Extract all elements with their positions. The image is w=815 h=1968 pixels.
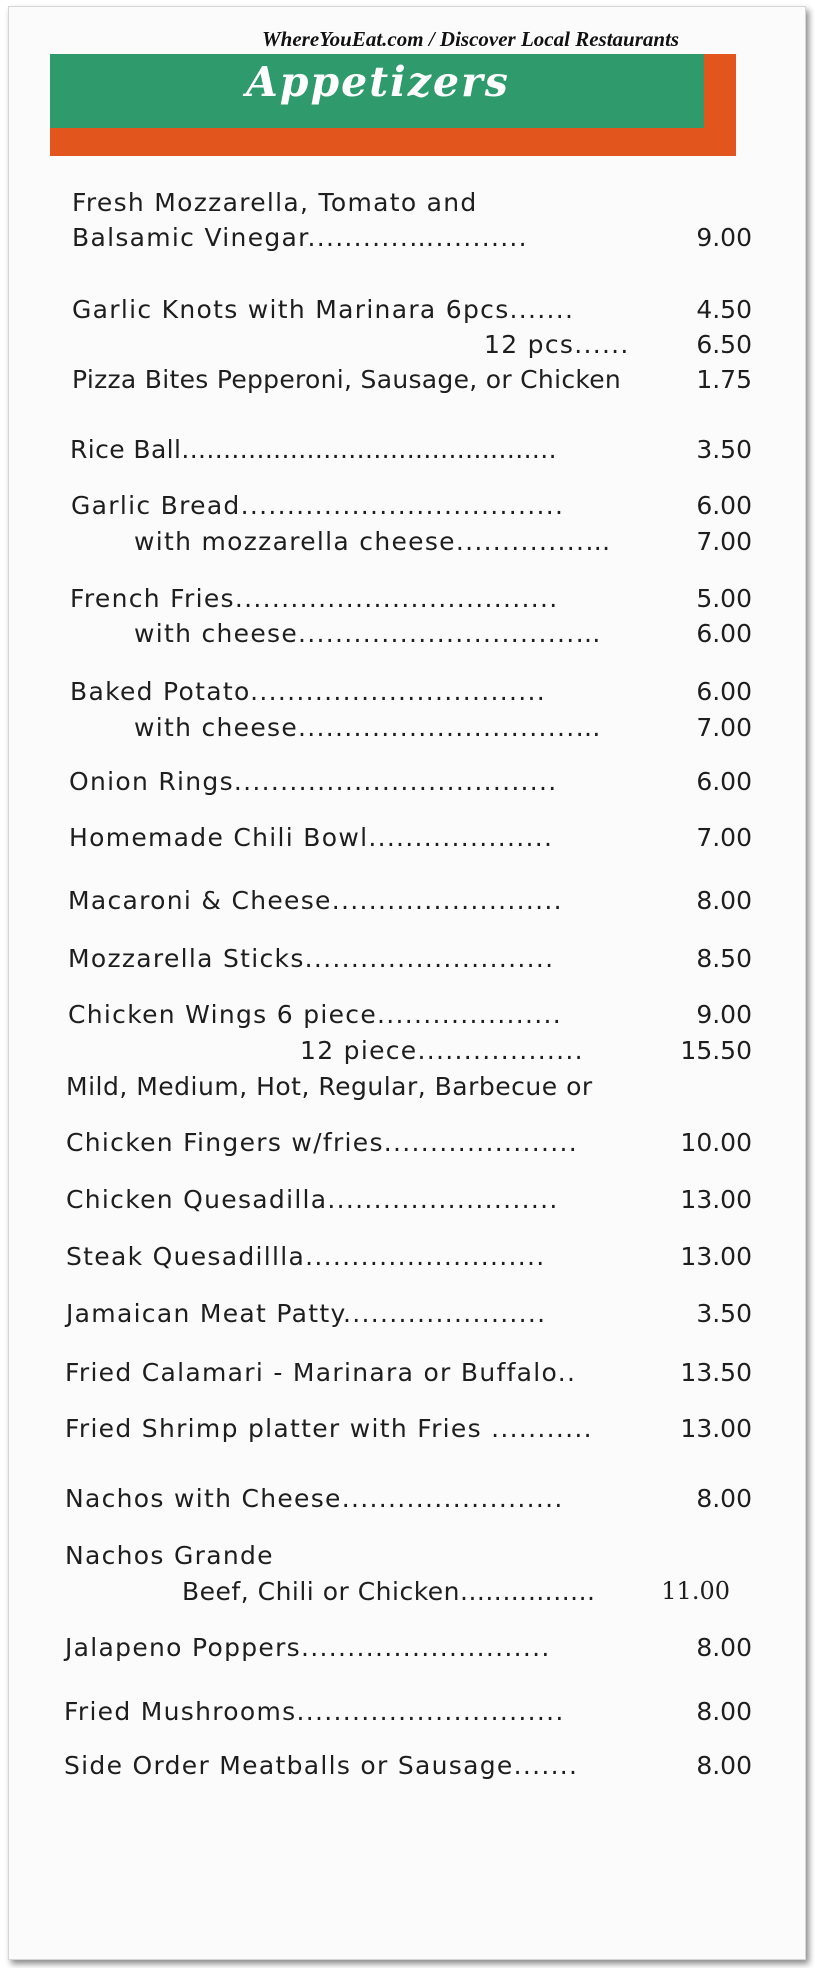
item-name: 12 pcs......: [484, 330, 630, 359]
item-name: Baked Potato................................: [70, 677, 547, 706]
item-price: 4.50: [696, 295, 752, 324]
item-name: Macaroni & Cheese.........................: [68, 886, 563, 915]
item-price: 6.50: [696, 330, 752, 359]
item-price: 5.00: [696, 584, 752, 613]
item-name: with mozzarella cheese..............…: [134, 527, 612, 556]
item-name: Nachos with Cheese........................: [65, 1484, 564, 1513]
item-name: Nachos Grande: [65, 1541, 274, 1570]
item-price: 8.50: [696, 944, 752, 973]
watermark: WhereYouEat.com / Discover Local Restaurants: [262, 27, 680, 51]
item-name: Steak Quesadillla..........................: [66, 1242, 546, 1271]
item-price: 13.00: [680, 1242, 752, 1271]
item-name: Beef, Chili or Chicken.....…….....: [182, 1577, 596, 1606]
item-price: 10.00: [680, 1128, 752, 1157]
item-name: Jalapeno Poppers...........................: [65, 1633, 551, 1662]
item-price: 8.00: [696, 1697, 752, 1726]
item-price: 8.00: [696, 886, 752, 915]
item-name: Chicken Wings 6 piece....................: [68, 1000, 562, 1029]
item-name: Homemade Chili Bowl....................: [69, 823, 554, 852]
item-price: 7.00: [696, 527, 752, 556]
item-name: Onion Rings...................................: [69, 767, 558, 796]
item-price: 13.00: [680, 1414, 752, 1443]
item-price: 3.50: [696, 1299, 752, 1328]
item-price: 9.00: [696, 1000, 752, 1029]
item-price: 7.00: [696, 823, 752, 852]
item-name: Jamaican Meat Patty......................: [66, 1299, 547, 1328]
item-price: 3.50: [696, 435, 752, 464]
item-name: Mild, Medium, Hot, Regular, Barbecue or: [66, 1072, 593, 1101]
item-name: Mozzarella Sticks...........................: [68, 944, 555, 973]
item-name: Chicken Quesadilla.........................: [66, 1185, 559, 1214]
section-title: Appetizers: [246, 58, 510, 106]
item-price: 1.75: [696, 365, 752, 394]
item-name: Balsamic Vinegar...........…..........: [72, 223, 528, 252]
item-price: 6.00: [696, 767, 752, 796]
item-name: Pizza Bites Pepperoni, Sausage, or Chicken: [72, 365, 622, 394]
item-name: Garlic Knots with Marinara 6pcs.......: [72, 295, 575, 324]
item-price: 6.00: [696, 619, 752, 648]
item-name: Fried Shrimp platter with Fries ...........: [65, 1414, 593, 1443]
item-price: 8.00: [696, 1751, 752, 1780]
item-price: 6.00: [696, 491, 752, 520]
item-name: Fried Mushrooms.............................: [64, 1697, 565, 1726]
item-name: Garlic Bread...................................: [71, 491, 565, 520]
item-price: 8.00: [696, 1633, 752, 1662]
item-name: Chicken Fingers w/fries.....................: [66, 1128, 578, 1157]
item-price: 13.50: [680, 1358, 752, 1387]
item-price: 8.00: [696, 1484, 752, 1513]
item-price: 13.00: [680, 1185, 752, 1214]
item-price: 7.00: [696, 713, 752, 742]
item-price: 11.00: [661, 1577, 730, 1605]
item-name: Fried Calamari - Marinara or Buffalo..: [65, 1358, 577, 1387]
item-name: with cheese..............................…: [134, 713, 602, 742]
item-price: 15.50: [680, 1036, 752, 1065]
item-name: with cheese..............................…: [134, 619, 602, 648]
item-price: 9.00: [696, 223, 752, 252]
item-name: 12 piece..................: [300, 1036, 584, 1065]
item-name: Side Order Meatballs or Sausage.......: [64, 1751, 579, 1780]
item-name: French Fries...................................: [70, 584, 559, 613]
item-name: Fresh Mozzarella, Tomato and: [72, 188, 478, 217]
item-price: 6.00: [696, 677, 752, 706]
item-name: Rice Ball.............................................: [70, 435, 557, 464]
